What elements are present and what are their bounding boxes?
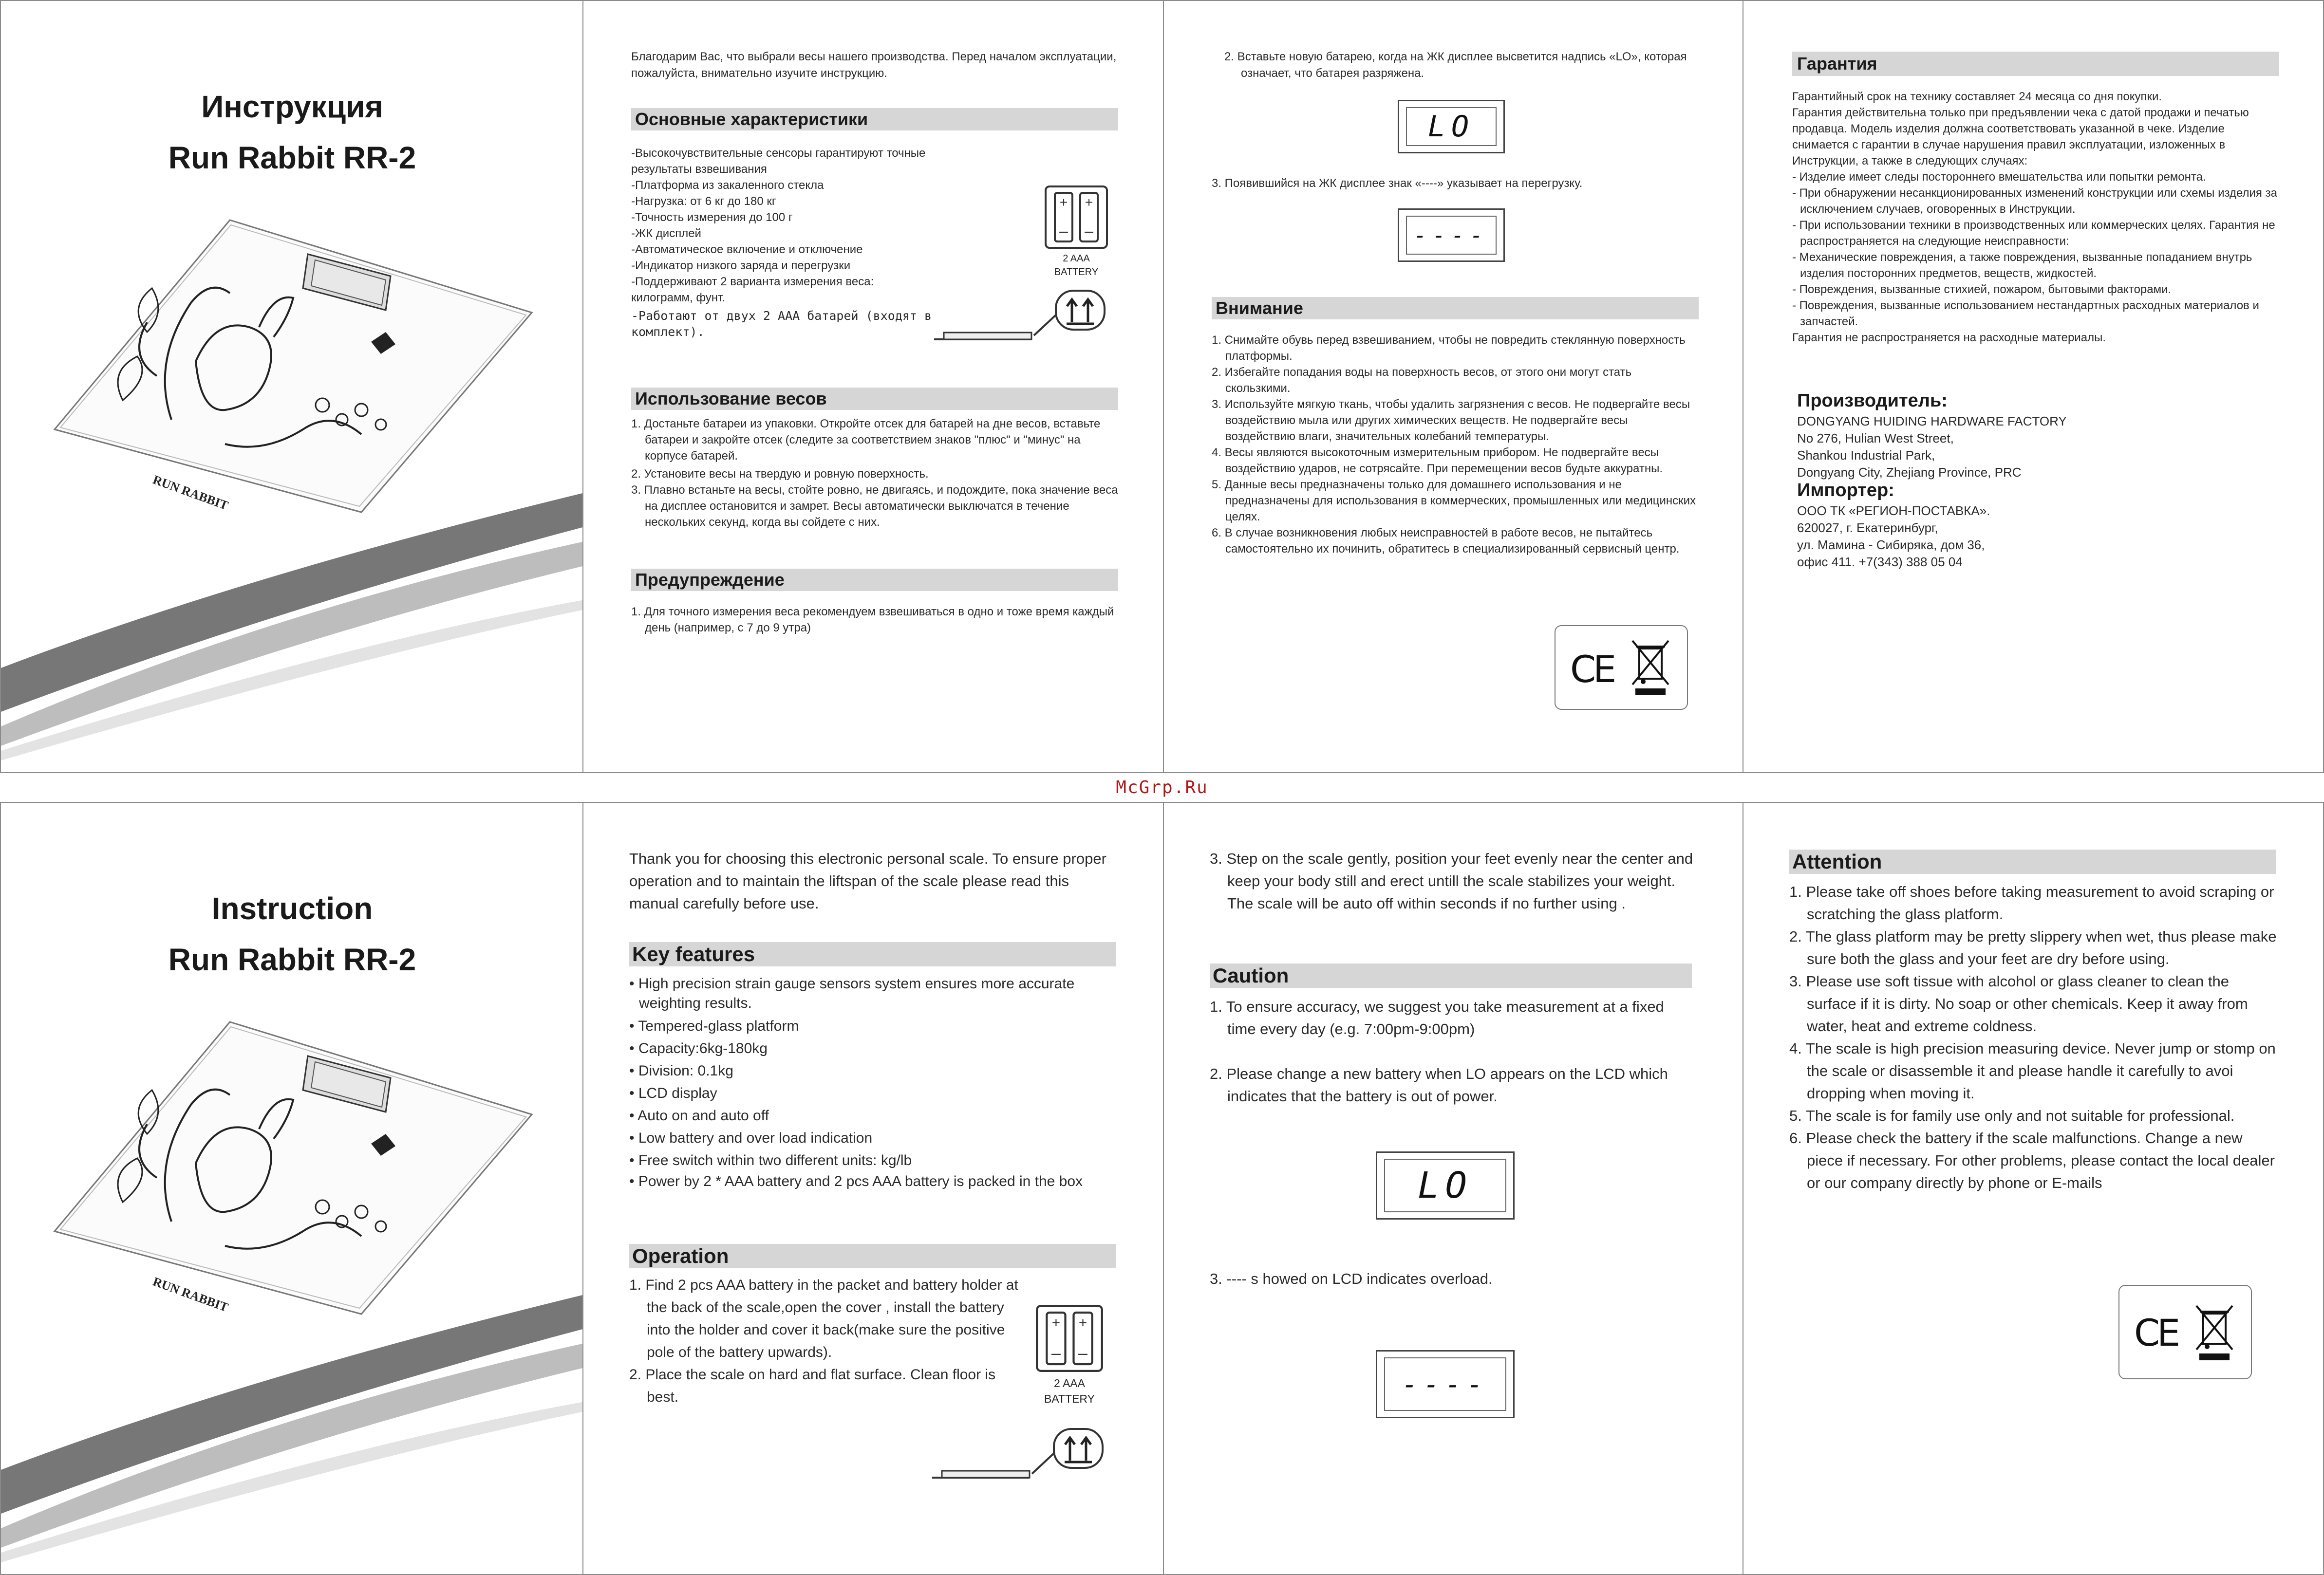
list-item: -Платформа из закаленного стекла [631, 179, 824, 192]
weee-bin-icon [2193, 1300, 2236, 1364]
russian-manual-sheet [0, 0, 2324, 773]
svg-text:–: – [1059, 222, 1068, 240]
svg-text:+: + [1078, 1315, 1087, 1331]
list-item: 2. Please change a new battery when LO appears on the LCD which indicates that the battery is out of power. [1210, 1065, 1668, 1105]
warranty-line: - Изделие имеет следы постороннего вмешательства или попытки ремонта. [1792, 170, 2206, 184]
list-item: 6. В случае возникновения любых неисправностей в работе весов, не пытайтесь самостоятельно их починить, обратитесь в специализированный сервисный центр. [1212, 526, 1680, 556]
svg-text:+: + [1051, 1315, 1061, 1331]
ce-mark: CE [1570, 648, 1614, 691]
ru-panel-4 [1743, 0, 2324, 773]
en-intro: Thank you for choosing this electronic personal scale. To ensure proper operation and to maintain the liftspan of the scale please read this manual carefully before use. [629, 850, 1106, 912]
en-ce-weee-box [2118, 1285, 2252, 1379]
en-panel-2 [582, 802, 1164, 1575]
list-item: • Power by 2 * AAA battery and 2 pcs AAA battery is packed in the box [629, 1173, 1083, 1189]
lcd-overload: ---- [1376, 1350, 1515, 1418]
warranty-line: Гарантия не распространяется на расходные материалы. [1792, 331, 2106, 344]
battery-icon [1035, 1304, 1104, 1372]
list-item: 1. To ensure accuracy, we suggest you take measurement at a fixed time every day (e.g. 7:00pm-9:00pm) [1210, 998, 1664, 1038]
list-item: -Поддерживают 2 варианта измерения веса: килограмм, фунт. [631, 275, 874, 304]
ru-manufacturer-address: DONGYANG HUIDING HARDWARE FACTORY No 276, Hulian West Street, Shankou Industrial Park, Dongyang City, Zhejiang Province, PRC [1797, 414, 2067, 480]
ru-usage-heading: Использование весов [631, 388, 1118, 410]
list-item: 3. Плавно встаньте на весы, стойте ровно, не двигаясь, и подождите, пока значение веса на дисплее остановится и замрет. Весы автоматически выключатся в течение нескольких секунд, когда вы сойдете с них. [631, 483, 1118, 529]
list-item: 5. The scale is for family use only and not suitable for professional. [1789, 1107, 2235, 1124]
english-manual-sheet [0, 802, 2324, 1575]
list-item: • Tempered-glass platform [629, 1018, 799, 1034]
ru-cover-swoosh [1, 1, 583, 773]
warranty-line: - При обнаружении несанкционированных изменений конструкции или схемы изделия за исключением случаев, оговоренных в Инструкции. [1792, 186, 2277, 216]
battery-label: 2 AAA BATTERY [1054, 253, 1099, 278]
ce-mark: CE [2134, 1311, 2178, 1354]
ru-importer-title: Импортер: [1797, 480, 1894, 500]
list-item: 5. Данные весы предназначены только для домашнего использования и не предназначены для использования в коммерческих, промышленных или медицинских целях. [1212, 478, 1696, 523]
list-item: • Low battery and over load indication [629, 1130, 873, 1146]
list-item: • High precision strain gauge sensors system ensures more accurate weighting results. [629, 976, 1075, 1011]
svg-text:–: – [1085, 222, 1093, 240]
list-item: 4. The scale is high precision measuring device. Never jump or stomp on the scale or disassemble it and please handle it carefully to avoi dropping when moving it. [1789, 1040, 2276, 1102]
en-operation-list [629, 1274, 1019, 1408]
list-item: 1. Для точного измерения веса рекомендуем взвешиваться в одно и тоже время каждый день (например, с 7 до 9 утра) [631, 605, 1114, 634]
list-item: 2. Установите весы на твердую и ровную поверхность. [631, 467, 929, 481]
list-item: • LCD display [629, 1085, 717, 1101]
ru-cover-model: Run Rabbit RR-2 [168, 140, 416, 175]
ru-manufacturer-title: Производитель: [1797, 390, 1948, 411]
list-item: 2. Place the scale on hard and flat surface. Clean floor is best. [629, 1367, 996, 1405]
en-cover-model: Run Rabbit RR-2 [168, 942, 416, 977]
ru-scale-brand: RUN RABBIT [150, 472, 230, 513]
list-item: 1. Достаньте батареи из упаковки. Откройте отсек для батарей на дне весов, вставьте батареи и закройте отсек (следите за соответствием знаков "плюс" и "минус" на корпусе батарей. [631, 417, 1101, 463]
ru-panel-2 [582, 0, 1164, 773]
battery-icon [1044, 185, 1108, 249]
warranty-line: - При использовании техники в производственных или коммерческих целях. Гарантия не распространяется на следующие неисправности: [1792, 219, 2275, 248]
en-cover-title: Instruction [211, 891, 373, 926]
lcd-low-battery: LO [1376, 1151, 1515, 1220]
battery-direction-icon [934, 286, 1119, 344]
ru-attention-list [1212, 332, 1699, 557]
list-item: -Нагрузка: от 6 кг до 180 кг [631, 195, 776, 208]
ru-intro: Благодарим Вас, что выбрали весы нашего производства. Перед началом эксплуатации, пожалуйста, внимательно изучите инструкцию. [631, 50, 1117, 80]
list-item: 4. Весы являются высокоточным измерительным прибором. Не подвергайте весы воздействию ударов, не сотрясайте. При перемещении весов будьте аккуратны. [1212, 446, 1663, 475]
list-item: -Автоматическое включение и отключение [631, 243, 863, 256]
ru-warranty-heading: Гарантия [1792, 52, 2279, 76]
warranty-line: Гарантия действительна только при предъявлении чека с датой продажи и печатью продавца. Модель изделия должна соответствовать указанной в чеке. Изделие снимается с гарантии в случае нарушения правил эксплуатации, изложенных в Инструкции, а также в следующих случаях: [1792, 106, 2249, 167]
warranty-line: - Повреждения, вызванные стихией, пожаром, бытовыми факторами. [1792, 283, 2172, 296]
en-panel-4 [1743, 802, 2324, 1575]
en-cover-panel [0, 802, 583, 1575]
svg-text:–: – [1051, 1344, 1061, 1363]
list-item: 2. The glass platform may be pretty slippery when wet, thus please make sure both the glass and your feet are dry before using. [1789, 928, 2277, 967]
list-item: 2. Вставьте новую батарею, когда на ЖК дисплее высветится надпись «LO», которая означает, что батарея разряжена. [1224, 50, 1687, 80]
en-panel-3 [1163, 802, 1743, 1575]
list-item: -Индикатор низкого заряда и перегрузки [631, 259, 851, 272]
ru-features-heading: Основные характеристики [631, 108, 1118, 130]
en-features-heading: Key features [629, 942, 1116, 966]
lcd-low-battery: LO [1398, 100, 1505, 153]
ru-cover-panel [0, 0, 583, 773]
warranty-line: - Повреждения, вызванные использованием нестандартных расходных материалов и запчастей. [1792, 299, 2259, 328]
battery-direction-icon [932, 1424, 1117, 1482]
en-operation-heading: Operation [629, 1244, 1116, 1268]
list-item: • Capacity:6kg-180kg [629, 1040, 768, 1056]
list-item: -Точность измерения до 100 г [631, 211, 793, 224]
ru-ce-weee-box [1555, 625, 1688, 710]
list-item: • Auto on and auto off [629, 1108, 769, 1124]
ru-warranty-text [1792, 89, 2279, 346]
ru-importer-address: ООО ТК «РЕГИОН-ПОСТАВКА». 620027, г. Екатеринбург, ул. Мамина - Сибиряка, дом 36, офис 411. +7(343) 388 05 04 [1797, 503, 1990, 569]
warranty-line: - Механические повреждения, а также повреждения, вызванные попаданием внутрь изделия посторонних предметов, веществ, жидкостей. [1792, 251, 2252, 280]
list-item: 6. Please check the battery if the scale malfunctions. Change a new piece if necessary. For other problems, please contact the local dealer or our company directly by phone or E-mails [1789, 1130, 2275, 1191]
en-caution-heading: Caution [1210, 964, 1692, 988]
list-item: 3. ---- s howed on LCD indicates overload. [1210, 1270, 1493, 1287]
ru-attention-heading: Внимание [1212, 297, 1699, 319]
list-item: • Division: 0.1kg [629, 1063, 733, 1079]
en-attention-list [1789, 881, 2281, 1194]
list-item: 3. Используйте мягкую ткань, чтобы удалить загрязнения с весов. Не подвергайте весы воздействию мыла или других химических веществ. Не подвергайте весы воздействию влаги, значительных колебаний температуры. [1212, 398, 1690, 443]
list-item: -ЖК дисплей [631, 227, 701, 240]
list-item: 1. Снимайте обувь перед взвешиванием, чтобы не повредить стеклянную поверхность платформы. [1212, 334, 1686, 363]
warranty-line: Гарантийный срок на технику составляет 24 месяца со дня покупки. [1792, 90, 2162, 103]
en-attention-heading: Attention [1789, 850, 2276, 874]
list-item: 3. Появившийся на ЖК дисплее знак «----» указывает на перегрузку. [1212, 177, 1583, 190]
lcd-overload: ---- [1398, 208, 1505, 262]
ru-warning-heading: Предупреждение [631, 569, 1118, 591]
en-cover-swoosh [1, 803, 583, 1575]
en-features-list [629, 974, 1121, 1191]
list-item: • Free switch within two different units: kg/lb [629, 1152, 912, 1168]
list-item: 1. Find 2 pcs AAA battery in the packet and battery holder at the back of the scale,open the cover , install the battery into the holder and cover it back(make sure the positive pole of the battery upwards). [629, 1277, 1018, 1360]
en-scale-brand: RUN RABBIT [150, 1274, 230, 1315]
svg-text:–: – [1078, 1344, 1088, 1363]
list-item: 3. Please use soft tissue with alcohol or glass cleaner to clean the surface if it is dirty. No soap or other chemicals. Keep it away from water, heat and extreme coldness. [1789, 973, 2248, 1035]
weee-bin-icon [1629, 638, 1672, 696]
ru-usage-list [631, 416, 1123, 530]
svg-text:+: + [1085, 195, 1093, 210]
list-item: -Работают от двух 2 AAA батарей (входят в комплект). [631, 309, 932, 339]
list-item: 2. Избегайте попадания воды на поверхность весов, от этого они могут стать скользкими. [1212, 366, 1632, 395]
list-item: -Высокочувствительные сенсоры гарантируют точные результаты взвешивания [631, 147, 926, 176]
ru-panel-3 [1163, 0, 1743, 773]
list-item: 3. Step on the scale gently, position your feet evenly near the center and keep your body still and erect untill the scale stabilizes your weight. The scale will be auto off within seconds if no further using . [1210, 850, 1693, 912]
ru-features-list [631, 145, 938, 340]
list-item: 1. Please take off shoes before taking measurement to avoid scraping or scratching the glass platform. [1789, 883, 2274, 923]
ru-cover-title: Инструкция [201, 89, 383, 124]
watermark: McGrp.Ru [1116, 778, 1208, 797]
svg-text:+: + [1059, 195, 1068, 210]
battery-label: 2 AAA BATTERY [1044, 1377, 1095, 1405]
